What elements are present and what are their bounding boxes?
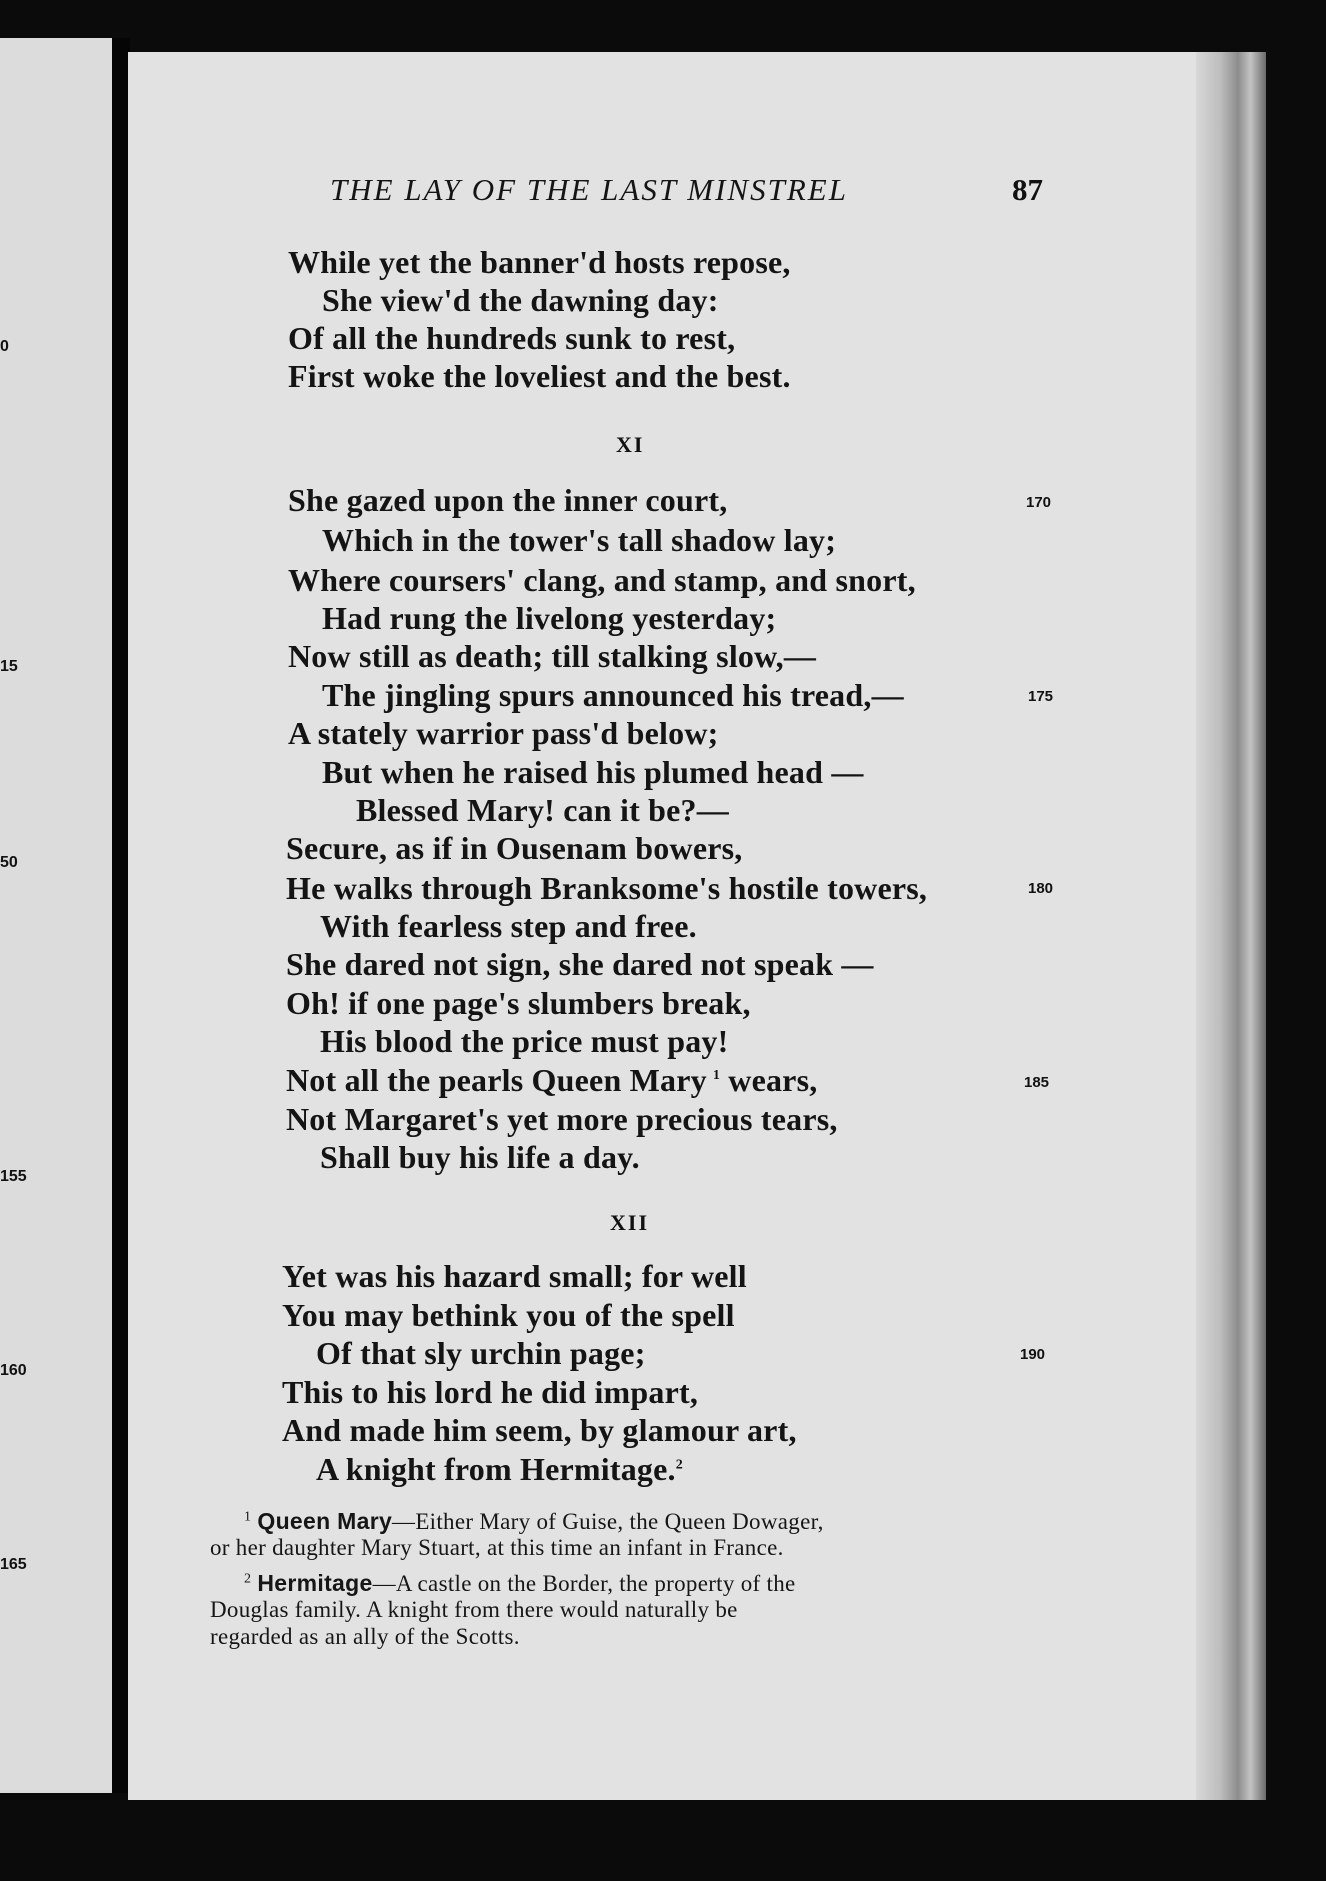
verse-line: She dared not sign, she dared not speak — <box>286 946 874 982</box>
facing-line-number: 0 <box>0 338 9 355</box>
footnote-2-continuation: Douglas family. A knight from there would naturally be <box>210 1597 738 1622</box>
footnote-2-continuation: regarded as an ally of the Scotts. <box>210 1624 520 1649</box>
verse-line: Now still as death; till stalking slow,— <box>288 638 817 674</box>
footnote-marker: 1 <box>244 1509 252 1525</box>
footnote-marker: 2 <box>244 1571 252 1587</box>
verse-line: Shall buy his life a day. <box>320 1139 640 1175</box>
footnote-text: —A castle on the Border, the property of the <box>372 1571 796 1596</box>
facing-line-number: 155 <box>0 1168 27 1185</box>
footnote-1 <box>244 1508 824 1535</box>
footnote-text: —Either Mary of Guise, the Queen Dowager, <box>392 1509 824 1534</box>
facing-line-number: 160 <box>0 1362 27 1379</box>
facing-line-number: 15 <box>0 658 18 675</box>
verse-text: A knight from Hermitage. <box>316 1451 676 1487</box>
facing-page <box>0 38 112 1793</box>
facing-line-number: 165 <box>0 1556 27 1573</box>
section-numeral-xii: XII <box>610 1210 650 1235</box>
verse-line <box>316 1451 683 1488</box>
verse-line: While yet the banner'd hosts repose, <box>288 244 791 280</box>
footnote-2 <box>244 1570 796 1597</box>
verse-line: Had rung the livelong yesterday; <box>322 600 777 636</box>
verse-line: Not Margaret's yet more precious tears, <box>286 1101 838 1137</box>
facing-line-number: 50 <box>0 854 18 871</box>
verse-line: Which in the tower's tall shadow lay; <box>322 522 837 558</box>
verse-line: And made him seem, by glamour art, <box>282 1412 797 1448</box>
verse-line: He walks through Branksome's hostile towers, <box>286 870 928 906</box>
section-numeral-xi: XI <box>616 432 645 457</box>
verse-line: Where coursers' clang, and stamp, and snort, <box>288 562 916 598</box>
verse-line: Secure, as if in Ousenam bowers, <box>286 830 743 866</box>
verse-line: Of all the hundreds sunk to rest, <box>288 320 736 356</box>
verse-line: His blood the price must pay! <box>320 1023 729 1059</box>
line-number: 170 <box>1026 494 1052 511</box>
page-number: 87 <box>1012 172 1043 207</box>
verse-line: Blessed Mary! can it be?— <box>356 792 729 828</box>
page-edge-shadow <box>1196 52 1266 1800</box>
verse-line: With fearless step and free. <box>320 908 697 944</box>
footnote-ref: 2 <box>675 1457 683 1473</box>
verse-line: She gazed upon the inner court, <box>288 482 728 518</box>
line-number: 185 <box>1024 1074 1050 1091</box>
verse-text: Not all the pearls Queen Mary <box>286 1062 707 1098</box>
verse-line: A stately warrior pass'd below; <box>288 715 719 751</box>
verse-line: She view'd the dawning day: <box>322 282 719 318</box>
verse-line <box>286 1062 817 1099</box>
verse-text: wears, <box>728 1062 818 1098</box>
verse-line: Yet was his hazard small; for well <box>282 1258 747 1294</box>
line-number: 190 <box>1020 1346 1046 1363</box>
verse-line: First woke the loveliest and the best. <box>288 358 791 394</box>
footnote-1-continuation: or her daughter Mary Stuart, at this time an infant in France. <box>210 1535 784 1560</box>
running-head: THE LAY OF THE LAST MINSTREL <box>330 172 848 207</box>
footnote-ref: 1 <box>712 1068 721 1084</box>
footnote-term: Queen Mary <box>257 1508 393 1534</box>
verse-line: This to his lord he did impart, <box>282 1374 699 1410</box>
line-number: 180 <box>1028 880 1054 897</box>
line-number: 175 <box>1028 688 1054 705</box>
verse-line: You may bethink you of the spell <box>282 1297 735 1333</box>
footnote-term: Hermitage <box>257 1570 373 1596</box>
verse-line: Of that sly urchin page; <box>316 1335 646 1371</box>
verse-line: Oh! if one page's slumbers break, <box>286 985 751 1021</box>
verse-line: But when he raised his plumed head — <box>322 754 864 790</box>
verse-line: The jingling spurs announced his tread,— <box>322 677 904 713</box>
